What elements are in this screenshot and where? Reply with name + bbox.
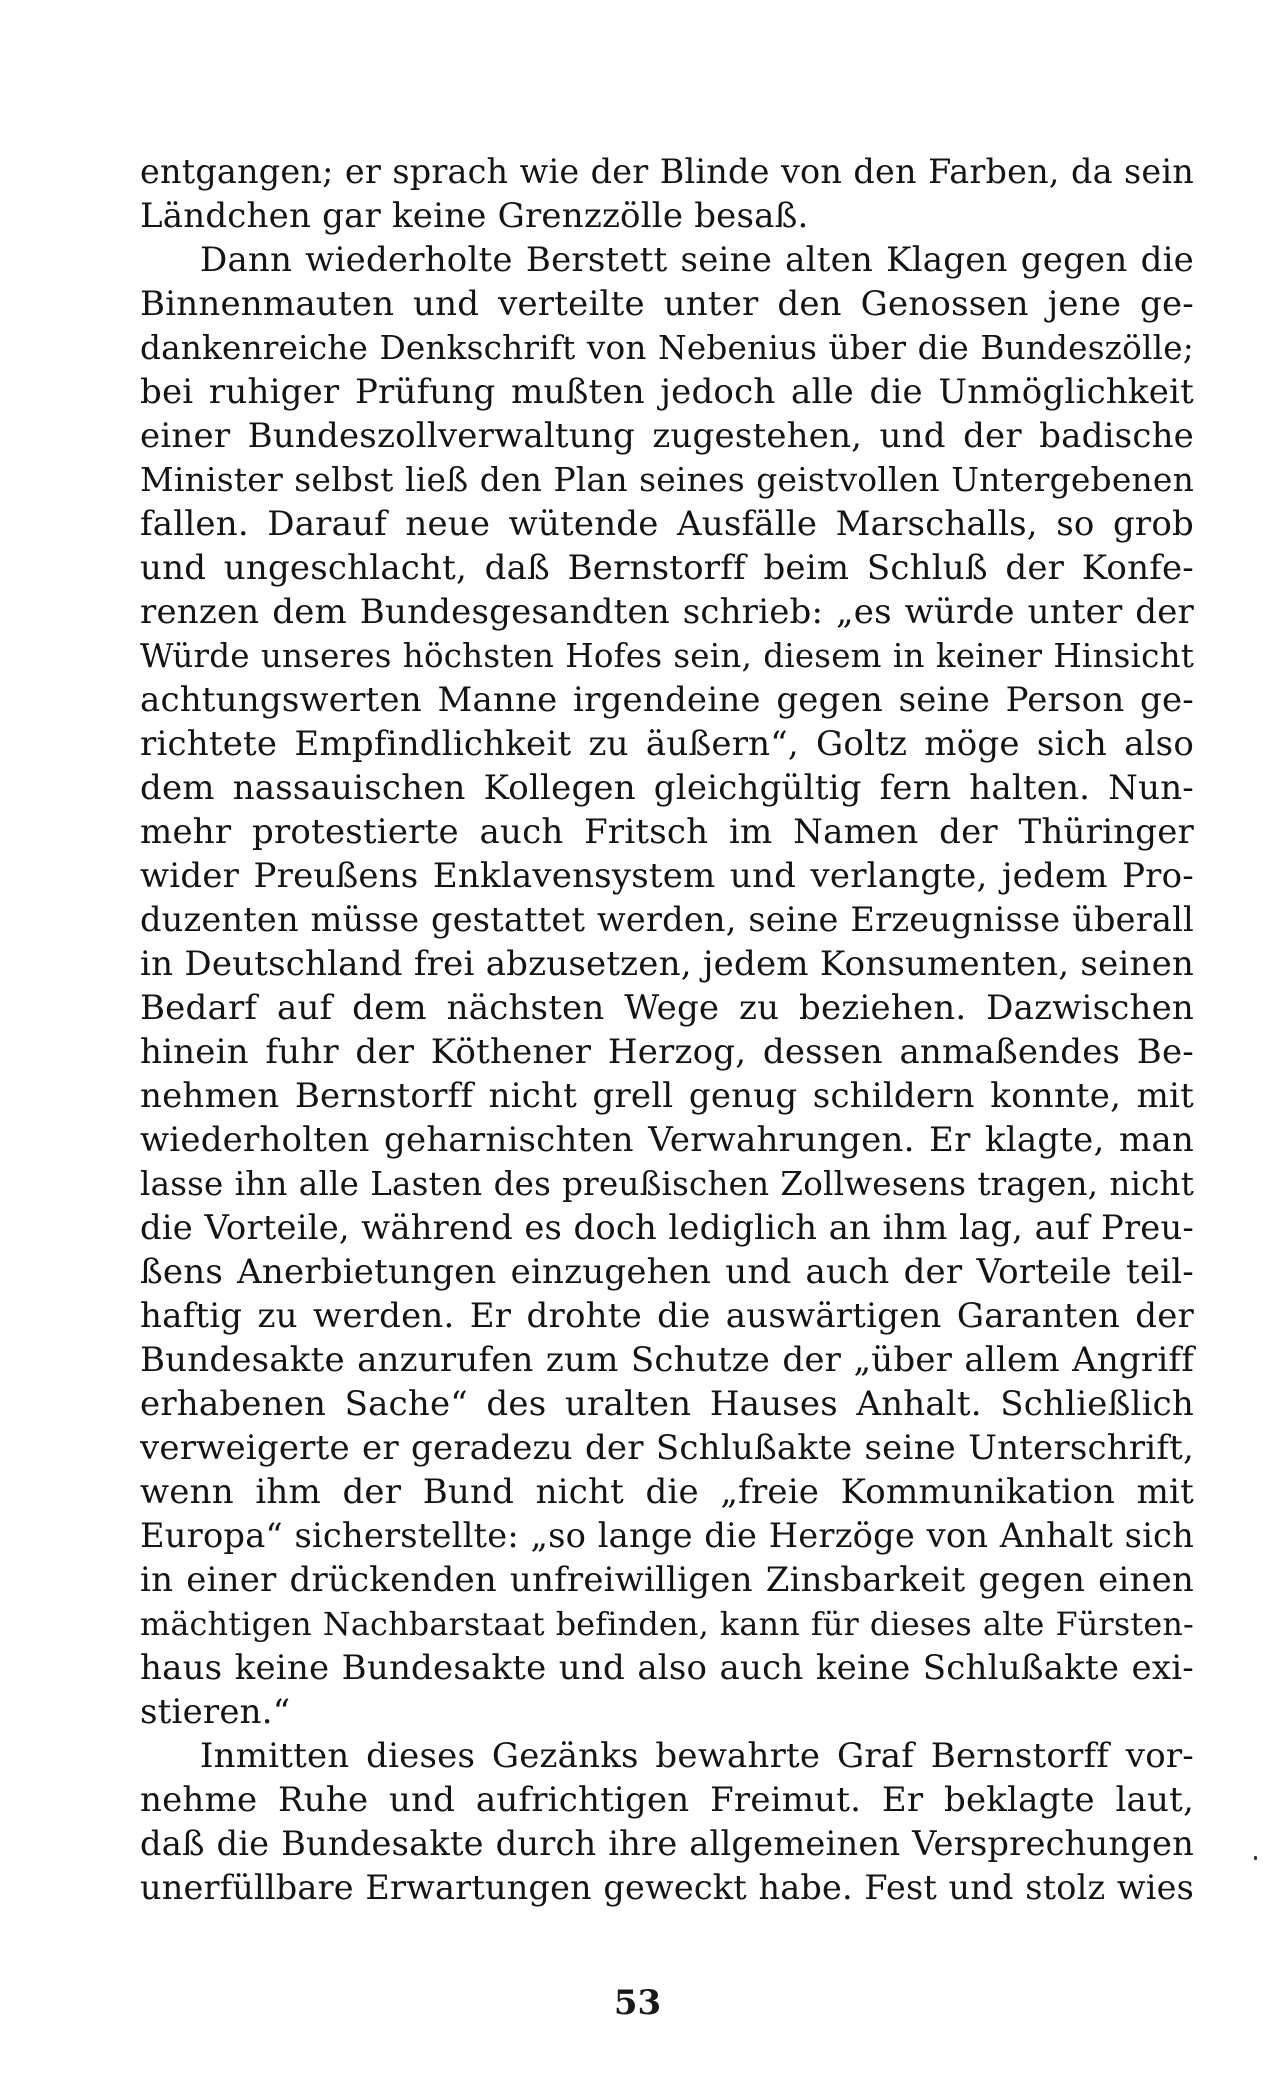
text-line: ßens Anerbietungen einzugehen und auch der Vorteile teil- — [140, 1252, 1194, 1292]
text-line: Ländchen gar keine Grenzzölle besaß. — [140, 196, 809, 236]
text-line: Dann wiederholte Berstett seine alten Klagen gegen die — [200, 240, 1194, 280]
text-line: wiederholten geharnischten Verwahrungen. Er klagte, man — [140, 1120, 1194, 1160]
text-line: Würde unseres höchsten Hofes sein, diesem in keiner Hinsicht — [140, 637, 1194, 675]
text-line: Inmitten dieses Gezänks bewahrte Graf Bernstorff vor- — [200, 1736, 1194, 1776]
text-line: in Deutschland frei abzusetzen, jedem Konsumenten, seinen — [140, 944, 1194, 984]
text-line: bei ruhiger Prüfung mußten jedoch alle die Unmöglichkeit — [140, 372, 1194, 412]
text-line: verweigerte er geradezu der Schlußakte seine Unterschrift, — [140, 1428, 1194, 1468]
text-line: nehme Ruhe und aufrichtigen Freimut. Er beklagte laut, — [140, 1780, 1194, 1820]
text-line: daß die Bundesakte durch ihre allgemeinen Versprechungen — [140, 1824, 1194, 1863]
text-line: in einer drückenden unfreiwilligen Zinsbarkeit gegen einen — [140, 1560, 1194, 1600]
text-line: richtete Empfindlichkeit zu äußern“, Goltz möge sich also — [140, 724, 1194, 764]
body-text — [140, 150, 1194, 1910]
text-line: einer Bundeszollverwaltung zugestehen, und der badische — [140, 416, 1194, 456]
text-line: haus keine Bundesakte und also auch keine Schlußakte exi- — [140, 1648, 1194, 1688]
text-line: Binnenmauten und verteilte unter den Genossen jene ge- — [140, 284, 1194, 324]
text-line: mehr protestierte auch Fritsch im Namen der Thüringer — [140, 812, 1194, 852]
page-number: 53 — [613, 1983, 662, 2023]
text-line: mächtigen Nachbarstaat befinden, kann für dieses alte Fürsten- — [140, 1605, 1194, 1643]
text-line: die Vorteile, während es doch lediglich an ihm lag, auf Preu- — [140, 1208, 1194, 1247]
text-line: Bedarf auf dem nächsten Wege zu beziehen. Dazwischen — [140, 988, 1194, 1028]
text-line: Minister selbst ließ den Plan seines geistvollen Untergebenen — [140, 460, 1194, 499]
text-line: wenn ihm der Bund nicht die „freie Kommunikation mit — [140, 1472, 1194, 1512]
print-speck — [1254, 1856, 1257, 1860]
text-line: achtungswerten Manne irgendeine gegen seine Person ge- — [140, 680, 1194, 720]
text-line: unerfüllbare Erwartungen geweckt habe. Fest und stolz wies — [140, 1868, 1194, 1907]
text-line: Bundesakte anzurufen zum Schutze der „über allem Angriff — [140, 1340, 1194, 1380]
text-line: stieren.“ — [140, 1692, 291, 1732]
text-line: wider Preußens Enklavensystem und verlangte, jedem Pro- — [140, 856, 1194, 896]
text-line: nehmen Bernstorff nicht grell genug schildern konnte, mit — [140, 1076, 1194, 1116]
text-line: duzenten müsse gestattet werden, seine Erzeugnisse überall — [140, 900, 1194, 939]
text-line: hinein fuhr der Köthener Herzog, dessen anmaßendes Be- — [140, 1032, 1194, 1072]
text-line: entgangen; er sprach wie der Blinde von den Farben, da sein — [140, 152, 1194, 191]
text-line: renzen dem Bundesgesandten schrieb: „es würde unter der — [140, 592, 1194, 632]
text-line: erhabenen Sache“ des uralten Hauses Anhalt. Schließlich — [140, 1384, 1194, 1424]
text-line: und ungeschlacht, daß Bernstorff beim Schluß der Konfe- — [140, 548, 1194, 588]
text-line: lasse ihn alle Lasten des preußischen Zollwesens tragen, nicht — [140, 1165, 1194, 1203]
text-line: Europa“ sicherstellte: „so lange die Herzöge von Anhalt sich — [140, 1516, 1194, 1555]
text-line: haftig zu werden. Er drohte die auswärtigen Garanten der — [140, 1296, 1194, 1336]
text-line: fallen. Darauf neue wütende Ausfälle Marschalls, so grob — [140, 504, 1194, 544]
text-line: dankenreiche Denkschrift von Nebenius über die Bundeszölle; — [140, 329, 1194, 367]
text-line: dem nassauischen Kollegen gleichgültig fern halten. Nun- — [140, 768, 1194, 808]
